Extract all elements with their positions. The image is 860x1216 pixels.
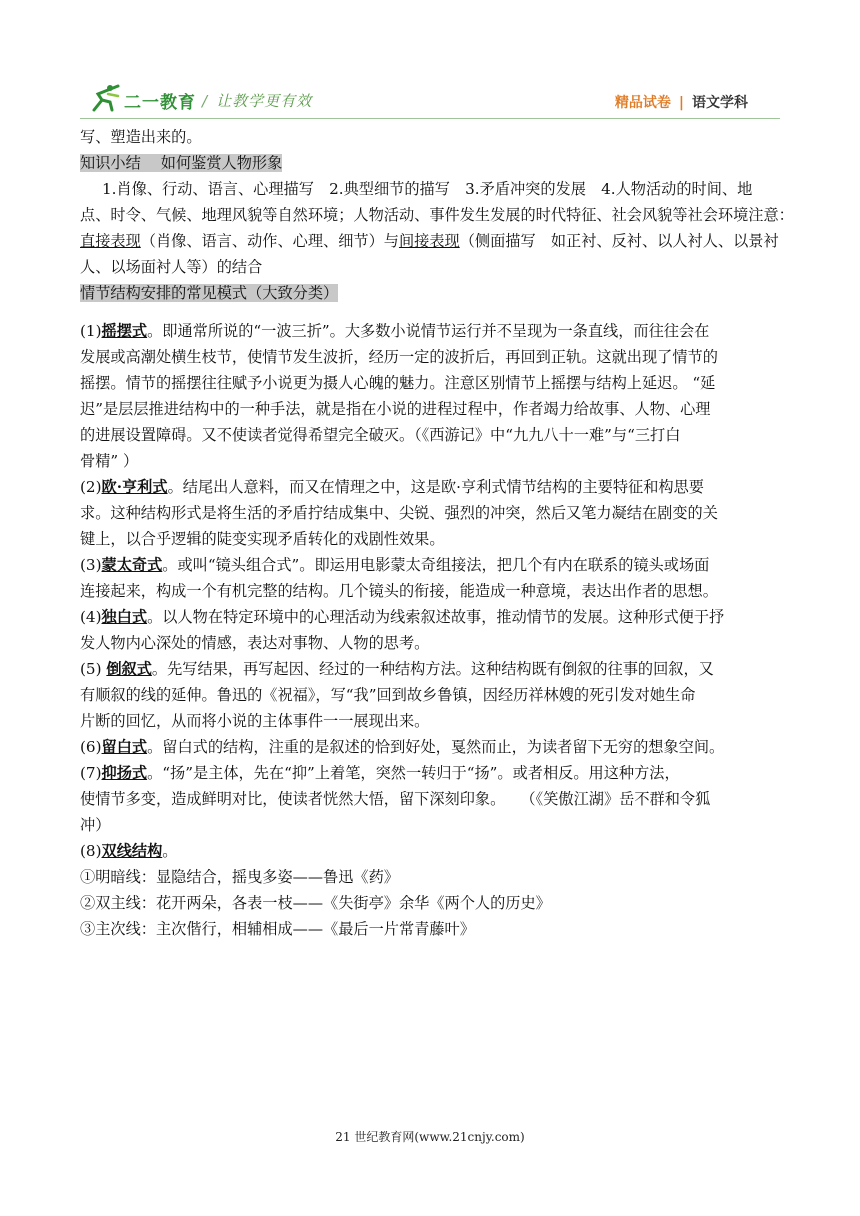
- brand-label: 精品试卷 | 语文学科: [614, 95, 748, 111]
- section-heading: 知识小结 如何鉴赏人物形象: [80, 154, 283, 172]
- text-line: 直接表现（肖像、语言、动作、心理、细节）与间接表现（侧面描写 如正衬、反衬、以人衬人、以景衬: [80, 232, 779, 250]
- running-man-logo-icon: [88, 84, 124, 114]
- item-5: (5) 倒叙式。先写结果，再写起因、经过的一种结构方法。这种结构既有倒叙的往事的回叙，又: [80, 660, 714, 678]
- item-1: (1)摇摆式。即通常所说的“一波三折”。大多数小说情节运行并不呈现为一条直线，而往往会在: [80, 322, 710, 340]
- text-line: 摇摆。情节的摇摆往往赋予小说更为摄人心魄的魅力。注意区别情节上摇摆与结构上延迟。 “延: [80, 374, 716, 392]
- text-line: 1.肖像、行动、语言、心理描写 2.典型细节的描写 3.矛盾冲突的发展 4.人物活动的时间、地: [102, 180, 753, 198]
- page-header: [80, 84, 780, 118]
- header-rule: [80, 118, 780, 119]
- text-line: 人、以场面衬人等）的结合: [80, 258, 263, 276]
- sub-item-1: ①明暗线：显隐结合，摇曳多姿——鲁迅《药》: [80, 868, 399, 886]
- text-line: 求。这种结构形式是将生活的矛盾拧结成集中、尖锐、强烈的冲突，然后又笔力凝结在剧变的关: [80, 504, 718, 522]
- text-line: 发人物内心深处的情感，表达对事物、人物的思考。: [80, 634, 430, 652]
- item-2: (2)欧·亨利式。结尾出人意料，而又在情理之中，这是欧·亨利式情节结构的主要特征和构思要: [80, 478, 704, 496]
- sub-item-2: ②双主线：花开两朵，各表一枝——《失街亭》余华《两个人的历史》: [80, 894, 551, 912]
- item-3: (3)蒙太奇式。或叫“镜头组合式”。即运用电影蒙太奇组接法，把几个有内在联系的镜头或场面: [80, 556, 710, 574]
- sub-item-3: ③主次线：主次偕行，相辅相成——《最后一片常青藤叶》: [80, 920, 475, 938]
- text-line: 的进展设置障碍。又不使读者觉得希望完全破灭。（《西游记》中“九九八十一难”与“三打白: [80, 426, 681, 444]
- page-footer: 21 世纪教育网(www.21cnjy.com): [335, 1130, 525, 1144]
- item-6: (6)留白式。留白式的结构，注重的是叙述的恰到好处，戛然而止，为读者留下无穷的想象空间。: [80, 738, 725, 756]
- slogan: / 让教学更有效: [202, 92, 313, 110]
- text-line: 迟”是层层推进结构中的一种手法，就是指在小说的进程过程中，作者竭力给故事、人物、心理: [80, 400, 711, 418]
- text-line: 冲）: [80, 816, 111, 834]
- text-line: 写、塑造出来的。: [80, 128, 202, 146]
- item-8: (8)双线结构。: [80, 842, 178, 860]
- text-line: 有顺叙的线的延伸。鲁迅的《祝福》，写“我”回到故乡鲁镇，因经历祥林嫂的死引发对她生命: [80, 686, 696, 704]
- text-line: 使情节多变，造成鲜明对比，使读者恍然大悟，留下深刻印象。 （《笑傲江湖》岳不群和令狐: [80, 790, 711, 808]
- item-4: (4)独白式。以人物在特定环境中的心理活动为线索叙述故事，推动情节的发展。这种形式便于抒: [80, 608, 725, 626]
- logo-text: 二一教育: [124, 93, 196, 113]
- text-line: 骨精” ）: [80, 452, 139, 470]
- text-line: 键上，以合乎逻辑的陡变实现矛盾转化的戏剧性效果。: [80, 530, 445, 548]
- text-line: 发展或高潮处横生枝节，使情节发生波折，经历一定的波折后，再回到正轨。这就出现了情节的: [80, 348, 718, 366]
- document-body: [80, 124, 794, 942]
- item-7: (7)抑扬式。“扬”是主体，先在“抑”上着笔，突然一转归于“扬”。或者相反。用这种方法，: [80, 764, 680, 782]
- text-line: 片断的回忆，从而将小说的主体事件一一展现出来。: [80, 712, 430, 730]
- section-heading: 情节结构安排的常见模式（大致分类）: [80, 284, 339, 302]
- text-line: 连接起来，构成一个有机完整的结构。几个镜头的衔接，能造成一种意境，表达出作者的思想。: [80, 582, 718, 600]
- text-line: 点、时令、气候、地理风貌等自然环境；人物活动、事件发生发展的时代特征、社会风貌等社会环境注意：: [80, 206, 794, 224]
